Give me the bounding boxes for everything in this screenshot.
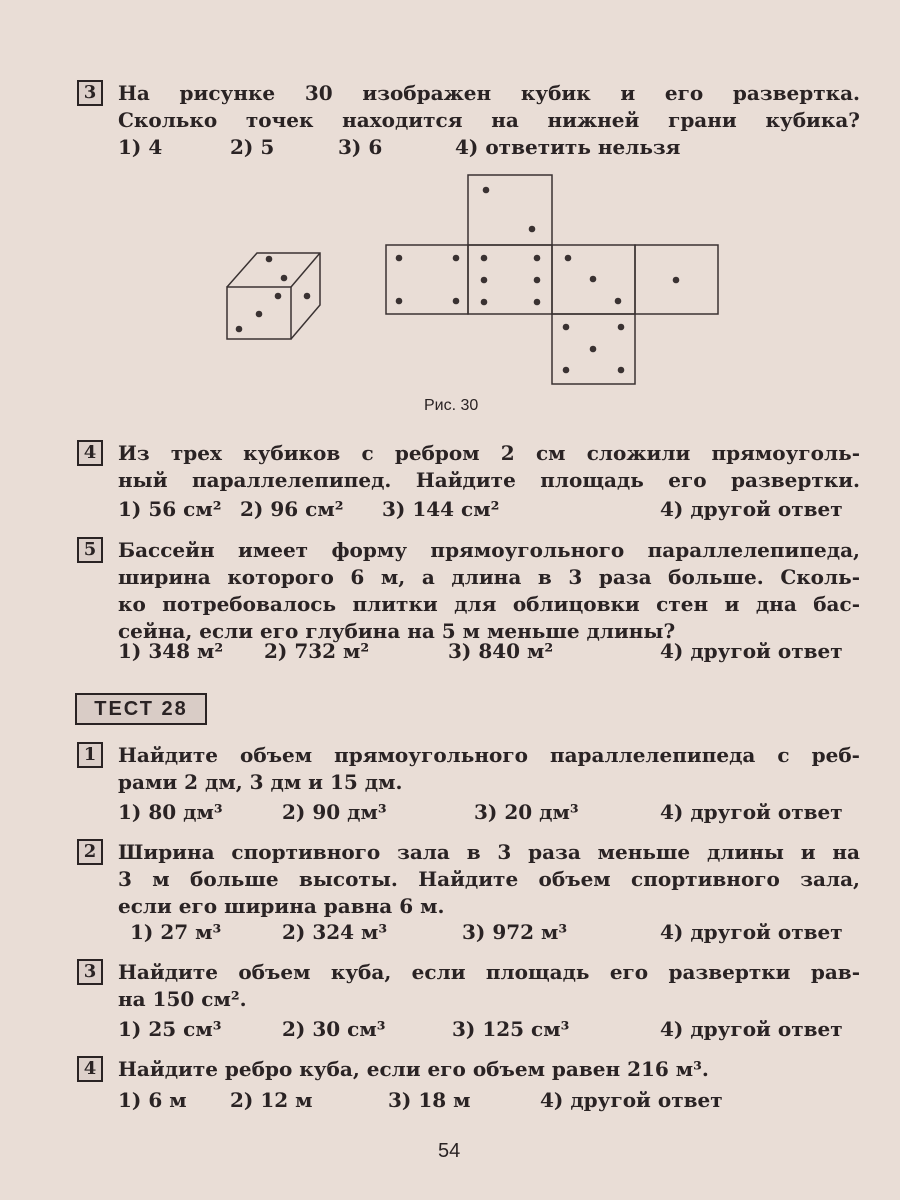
- answer-option: 3) 840 м²: [448, 639, 554, 663]
- answer-option: 3) 144 см²: [382, 497, 500, 521]
- answer-option: 2) 90 дм³: [282, 800, 387, 824]
- question-text: ный параллелепипед. Найдите площадь его развертки.: [118, 468, 860, 492]
- question-number: 5: [77, 537, 103, 563]
- answer-option: 2) 732 м²: [264, 639, 370, 663]
- question-number: 3: [77, 80, 103, 106]
- question-text: на 150 см².: [118, 987, 247, 1011]
- question-text: ко потребовалось плитки для облицовки стен и дна бас-: [118, 592, 860, 616]
- question-text: Ширина спортивного зала в 3 раза меньше длины и на: [118, 840, 860, 864]
- answer-option: 1) 6 м: [118, 1088, 187, 1112]
- answer-option: 2) 30 см³: [282, 1017, 386, 1041]
- net-face-top: [468, 175, 552, 245]
- answer-option: 1) 80 дм³: [118, 800, 223, 824]
- answer-option: 3) 18 м: [388, 1088, 471, 1112]
- answer-option: 4) другой ответ: [660, 800, 843, 824]
- answer-option: 3) 6: [338, 135, 383, 159]
- answer-option: 4) ответить нельзя: [455, 135, 681, 159]
- question-number: 2: [77, 839, 103, 865]
- page-number: 54: [438, 1140, 461, 1162]
- answer-option: 1) 25 см³: [118, 1017, 222, 1041]
- answer-option: 2) 12 м: [230, 1088, 313, 1112]
- question-text: 3 м больше высоты. Найдите объем спортивного зала,: [118, 867, 860, 891]
- answer-option: 1) 56 см²: [118, 497, 222, 521]
- question-text: сейна, если его глубина на 5 м меньше длины?: [118, 619, 676, 643]
- answer-option: 4) другой ответ: [660, 920, 843, 944]
- question-number: 3: [77, 959, 103, 985]
- answer-option: 2) 324 м³: [282, 920, 388, 944]
- question-text: рами 2 дм, 3 дм и 15 дм.: [118, 770, 403, 794]
- answer-option: 2) 5: [230, 135, 275, 159]
- question-number: 4: [77, 440, 103, 466]
- answer-option: 3) 20 дм³: [474, 800, 579, 824]
- answer-option: 4) другой ответ: [660, 639, 843, 663]
- answer-option: 1) 348 м²: [118, 639, 224, 663]
- question-text: если его ширина равна 6 м.: [118, 894, 445, 918]
- answer-option: 3) 125 см³: [452, 1017, 570, 1041]
- question-text: Бассейн имеет форму прямоугольного параллелепипеда,: [118, 538, 860, 562]
- question-text: На рисунке 30 изображен кубик и его развертка.: [118, 81, 860, 105]
- figure-caption: Рис. 30: [424, 397, 479, 414]
- answer-option: 4) другой ответ: [660, 497, 843, 521]
- answer-option: 4) другой ответ: [660, 1017, 843, 1041]
- question-text: Сколько точек находится на нижней грани кубика?: [118, 108, 860, 132]
- answer-option: 1) 27 м³: [130, 920, 222, 944]
- question-text: ширина которого 6 м, а длина в 3 раза больше. Сколь-: [118, 565, 860, 589]
- dots: [236, 187, 680, 374]
- answer-option: 4) другой ответ: [540, 1088, 723, 1112]
- question-text: Найдите объем куба, если площадь его развертки рав-: [118, 960, 860, 984]
- figure-cube-and-net: [0, 0, 900, 420]
- question-text: Из трех кубиков с ребром 2 см сложили прямоуголь-: [118, 441, 860, 465]
- question-number: 4: [77, 1056, 103, 1082]
- answer-option: 2) 96 см²: [240, 497, 344, 521]
- test-title: ТЕСТ 28: [75, 693, 207, 725]
- answer-option: 3) 972 м³: [462, 920, 568, 944]
- question-number: 1: [77, 742, 103, 768]
- answer-option: 1) 4: [118, 135, 163, 159]
- question-text: Найдите ребро куба, если его объем равен 216 м³.: [118, 1057, 709, 1081]
- question-text: Найдите объем прямоугольного параллелепипеда с реб-: [118, 743, 860, 767]
